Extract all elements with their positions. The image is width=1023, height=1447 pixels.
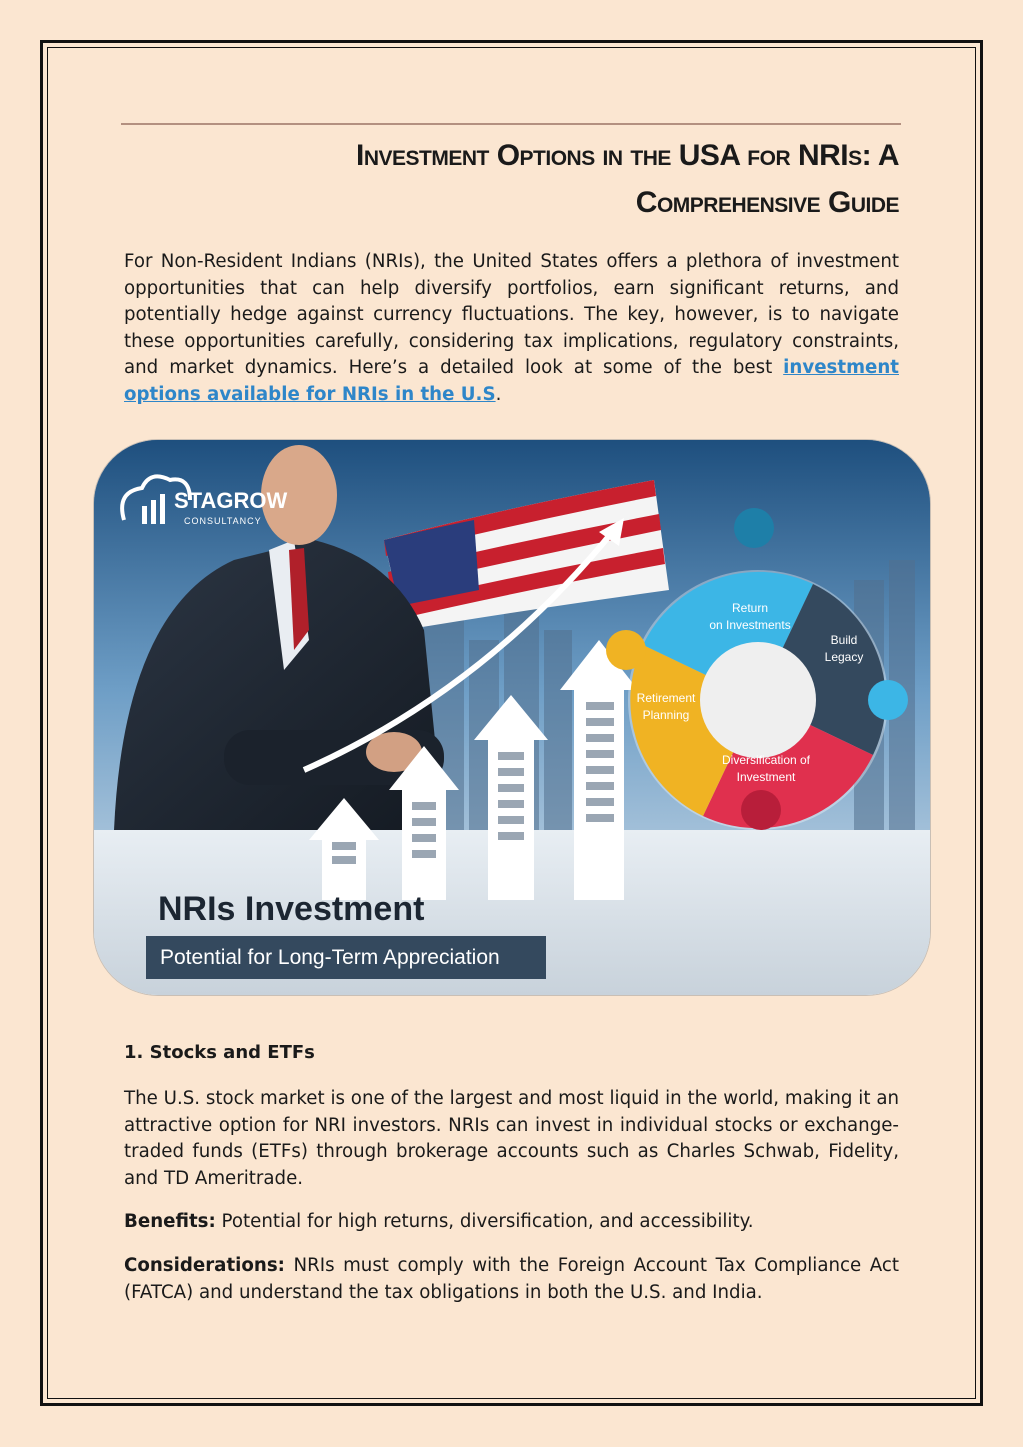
wheel-retirement-2: Planning [642, 708, 690, 722]
wheel-retirement-1: Retirement [636, 691, 696, 705]
logo-sub: CONSULTANCY [184, 516, 262, 526]
considerations-text: NRIs must comply with the Foreign Account Tax Compliance Act (FATCA) and understand the tax obligations in both the U.S. and India. [124, 1255, 899, 1303]
page-title-line2: Comprehensive Guide [635, 186, 899, 219]
wheel-diversification-1: Diversification of [721, 753, 811, 767]
section-heading-stocks: 1. Stocks and ETFs [124, 1042, 315, 1063]
considerations-label: Considerations: [124, 1255, 285, 1276]
wheel-diversification-2: Investment [736, 770, 796, 784]
hero-headline: NRIs Investment [158, 890, 425, 928]
benefits-label: Benefits: [124, 1211, 216, 1232]
intro-text: For Non-Resident Indians (NRIs), the United States offers a plethora of investment opportunities that can help diversify portfolios, earn significant returns, and potentially hedge against currency fluctuations. The key, however, is to navigate these opportunities carefully, considering tax implications, regulatory constraints, and market dynamics. Here’s a detailed look at some of the best [124, 251, 899, 379]
benefits-text: Potential for high returns, diversification, and accessibility. [215, 1211, 754, 1232]
wheel-return-2: on Investments [709, 618, 791, 632]
investment-options-link[interactable]: investment options available for NRIs in the U.S [124, 357, 899, 405]
intro-end: . [495, 383, 502, 405]
wheel-legacy-1: Build [830, 633, 858, 647]
hero-tagline: Potential for Long-Term Appreciation [160, 946, 500, 969]
page-title-line1: Investment Options in the USA for NRIs: A [356, 139, 899, 172]
logo-name: STAGROW [174, 488, 288, 513]
intro-paragraph [124, 249, 899, 409]
title-rule [121, 123, 901, 125]
stocks-body: The U.S. stock market is one of the largest and most liquid in the world, making it an attractive option for NRI investors. NRIs can invest in individual stocks or exchange-traded funds (ETFs) through brokerage accounts such as Charles Schwab, Fidelity, and TD Ameritrade. [124, 1088, 899, 1189]
wheel-legacy-2: Legacy [824, 650, 864, 664]
page-title [121, 132, 899, 226]
stocks-considerations [124, 1253, 899, 1306]
wheel-return-1: Return [731, 601, 769, 615]
stocks-benefits [124, 1209, 899, 1236]
hero-image [94, 440, 930, 995]
